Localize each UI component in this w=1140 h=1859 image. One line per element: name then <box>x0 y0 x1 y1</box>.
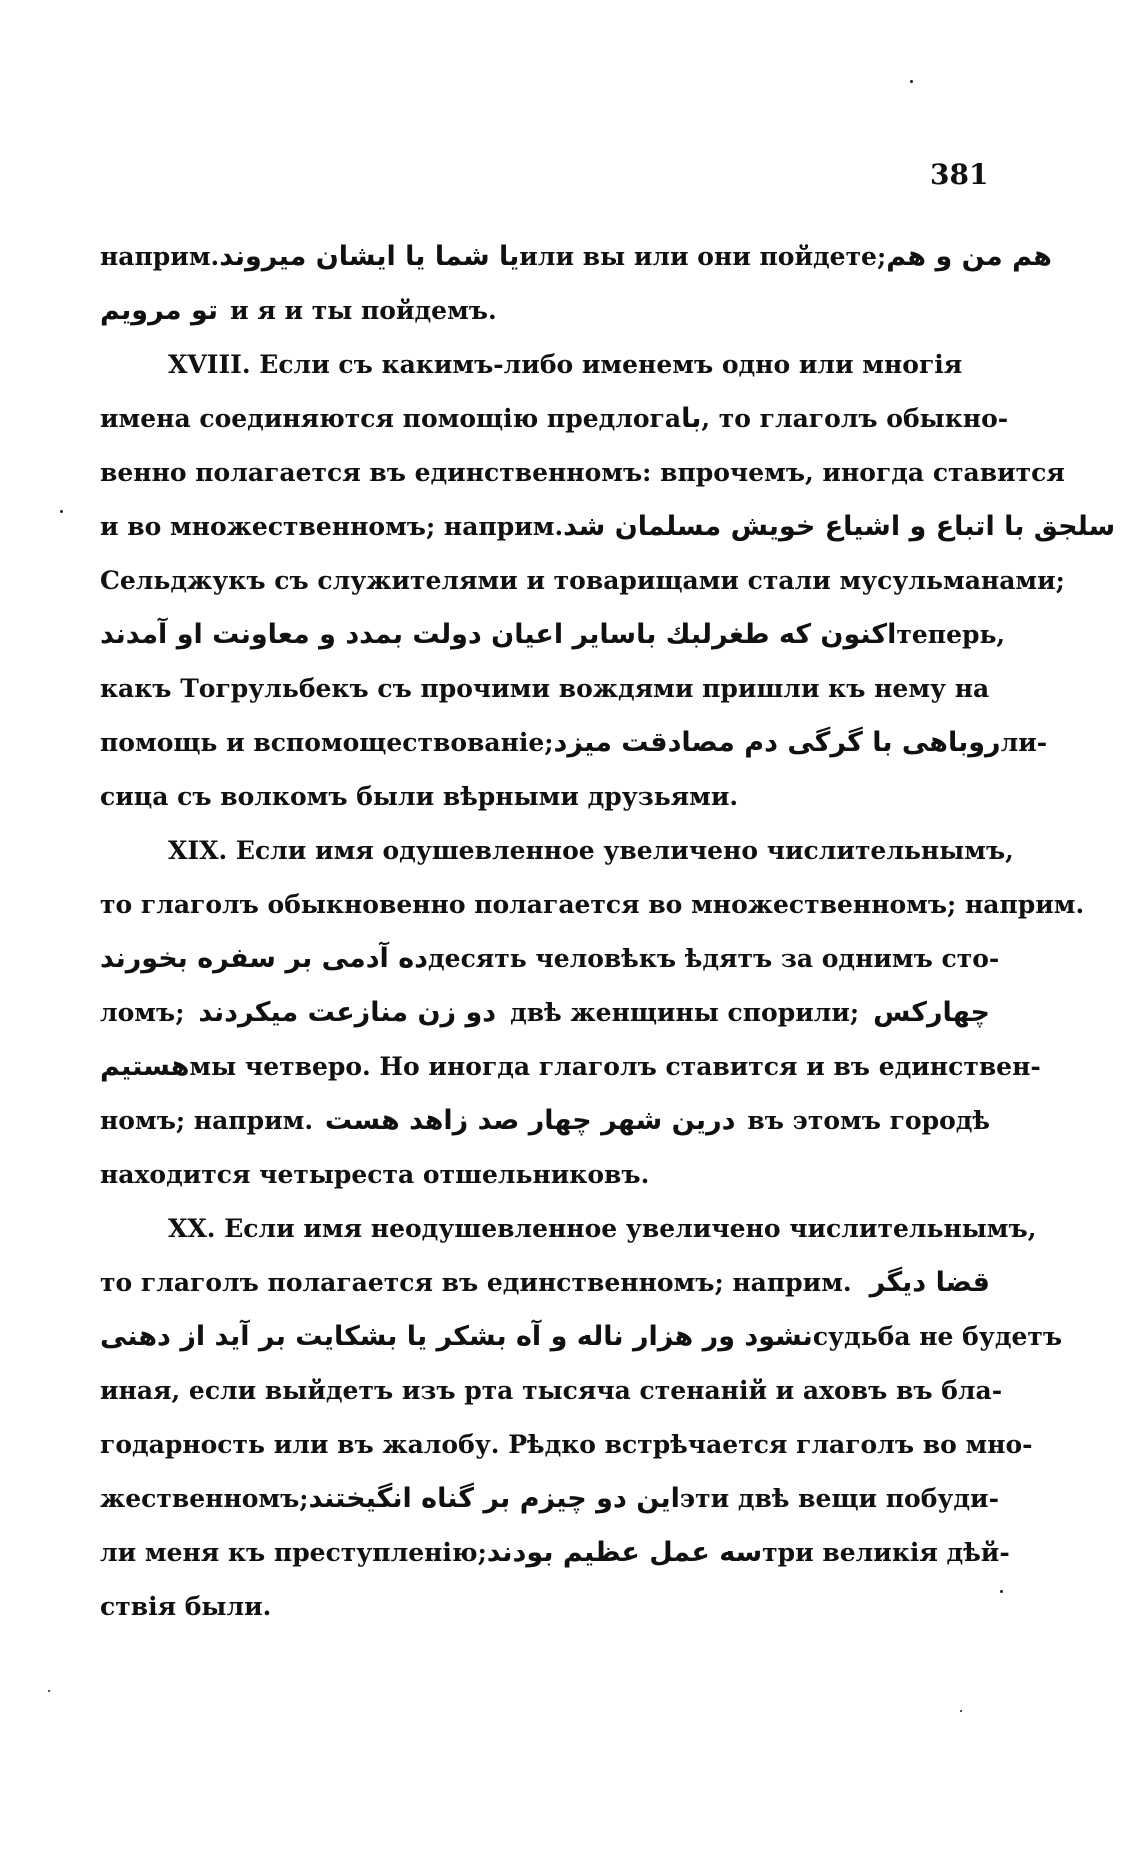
persian-text: اکنون که طغرلبك باسایر اعیان دولت بمدد و معاونت او آمدند <box>100 619 897 650</box>
russian-text: XVIII. Если съ какимъ-либо именемъ одно или многія <box>168 350 963 379</box>
persian-text: درین شهر چهار صد زاهد هست <box>324 1105 736 1136</box>
persian-text: دو زن منازعت میکردند <box>198 997 497 1028</box>
russian-text: ли меня къ преступленію; <box>100 1538 487 1567</box>
russian-text: въ этомъ городѣ <box>747 1106 990 1135</box>
paragraph-heading-line <box>100 1202 1037 1256</box>
russian-text: наприм. <box>100 242 220 271</box>
text-line <box>100 1094 990 1148</box>
persian-text: قضا دیگر <box>869 1267 990 1298</box>
persian-text: نشود ور هزار ناله و آه بشکر یا بشکایت بر آید از دهنی <box>100 1321 813 1352</box>
russian-text: какъ Тогрульбекъ съ прочими вождями пришли къ нему на <box>100 674 990 703</box>
persian-text: یا شما یا ایشان میروند <box>219 241 520 272</box>
text-line <box>100 392 1009 446</box>
russian-text: двѣ женщины спорили; <box>510 998 860 1027</box>
russian-text: то глаголъ обыкновенно полагается во множественномъ; наприм. <box>100 890 1085 919</box>
persian-text: با <box>681 403 702 434</box>
persian-text: هستیم <box>100 1051 190 1082</box>
persian-text: این دو چیزم بر گناه انگیختند <box>308 1483 680 1514</box>
russian-text: эти двѣ вещи побуди- <box>679 1484 999 1513</box>
text-line <box>100 1580 990 1634</box>
russian-text: находится четыреста отшельниковъ. <box>100 1160 650 1189</box>
persian-text: سه عمل عظیم بودند <box>486 1537 763 1568</box>
scan-speck <box>48 1690 50 1692</box>
text-line <box>100 1040 1041 1094</box>
russian-text: Сельджукъ съ служителями и товарищами стали мусульманами; <box>100 566 1065 595</box>
text-line <box>100 716 1048 770</box>
russian-text: ствія были. <box>100 1592 272 1621</box>
persian-text: تو مرویم <box>100 295 219 326</box>
russian-text: жественномъ; <box>100 1484 309 1513</box>
russian-text: помощь и вспомоществованіе; <box>100 728 554 757</box>
paragraph-heading-line <box>100 824 1014 878</box>
text-line <box>100 932 1000 986</box>
russian-text: номъ; наприм. <box>100 1106 314 1135</box>
persian-text: چهارکس <box>873 997 990 1028</box>
russian-text: то глаголъ полагается въ единственномъ; наприм. <box>100 1268 852 1297</box>
russian-text: сица съ волкомъ были вѣрными друзьями. <box>100 782 739 811</box>
russian-text: или вы или они пойдете; <box>519 242 887 271</box>
text-line <box>100 284 990 338</box>
russian-text: XIX. Если имя одушевленное увеличено числительнымъ, <box>168 836 1014 865</box>
persian-text: روباهی با گرگی دم مصادقت میزد <box>553 727 1001 758</box>
text-line <box>100 1418 1033 1472</box>
russian-text: иная, если выйдетъ изъ рта тысяча стенаній и аховъ въ бла- <box>100 1376 1003 1405</box>
russian-text: венно полагается въ единственномъ: впрочемъ, иногда ставится <box>100 458 1065 487</box>
text-line <box>100 1526 1010 1580</box>
russian-text: годарность или въ жалобу. Рѣдко встрѣчается глаголъ во мно- <box>100 1430 1033 1459</box>
text-line <box>100 1148 990 1202</box>
russian-text: теперь, <box>896 620 1006 649</box>
page-body <box>100 230 1116 1634</box>
russian-text: имена соединяются помощію предлога <box>100 404 682 433</box>
text-line <box>100 1256 990 1310</box>
text-line <box>100 500 1116 554</box>
text-line <box>100 608 1006 662</box>
russian-text: XX. Если имя неодушевленное увеличено числительнымъ, <box>168 1214 1037 1243</box>
russian-text: ломъ; <box>100 998 185 1027</box>
scan-speck <box>1000 1590 1003 1593</box>
text-line <box>100 446 1065 500</box>
persian-text: ده آدمی بر سفره بخورند <box>100 943 428 974</box>
text-line <box>100 770 990 824</box>
russian-text: судьба не будетъ <box>812 1322 1063 1351</box>
text-line <box>100 662 990 716</box>
text-line <box>100 878 1085 932</box>
russian-text: и я и ты пойдемъ. <box>230 296 497 325</box>
text-line <box>100 1472 999 1526</box>
scan-speck <box>60 510 63 513</box>
text-line <box>100 1364 1003 1418</box>
page-number: 381 <box>930 158 989 191</box>
russian-text: и во множественномъ; наприм. <box>100 512 564 541</box>
scan-speck <box>910 80 913 83</box>
text-line <box>100 986 990 1040</box>
scan-speck <box>960 1710 962 1712</box>
text-line <box>100 554 1065 608</box>
text-line <box>100 1310 1063 1364</box>
russian-text: мы четверо. Но иногда глаголъ ставится и въ единствен- <box>189 1052 1041 1081</box>
persian-text: سلجق با اتباع و اشیاع خویش مسلمان شد <box>563 511 1116 542</box>
russian-text: ли- <box>1000 728 1048 757</box>
text-line <box>100 230 1052 284</box>
persian-text: هم من و هم <box>886 241 1052 272</box>
paragraph-heading-line <box>100 338 990 392</box>
russian-text: три великія дѣй- <box>762 1538 1010 1567</box>
russian-text: десять человѣкъ ѣдятъ за однимъ сто- <box>428 944 1000 973</box>
russian-text: , то глаголъ обыкно- <box>701 404 1009 433</box>
